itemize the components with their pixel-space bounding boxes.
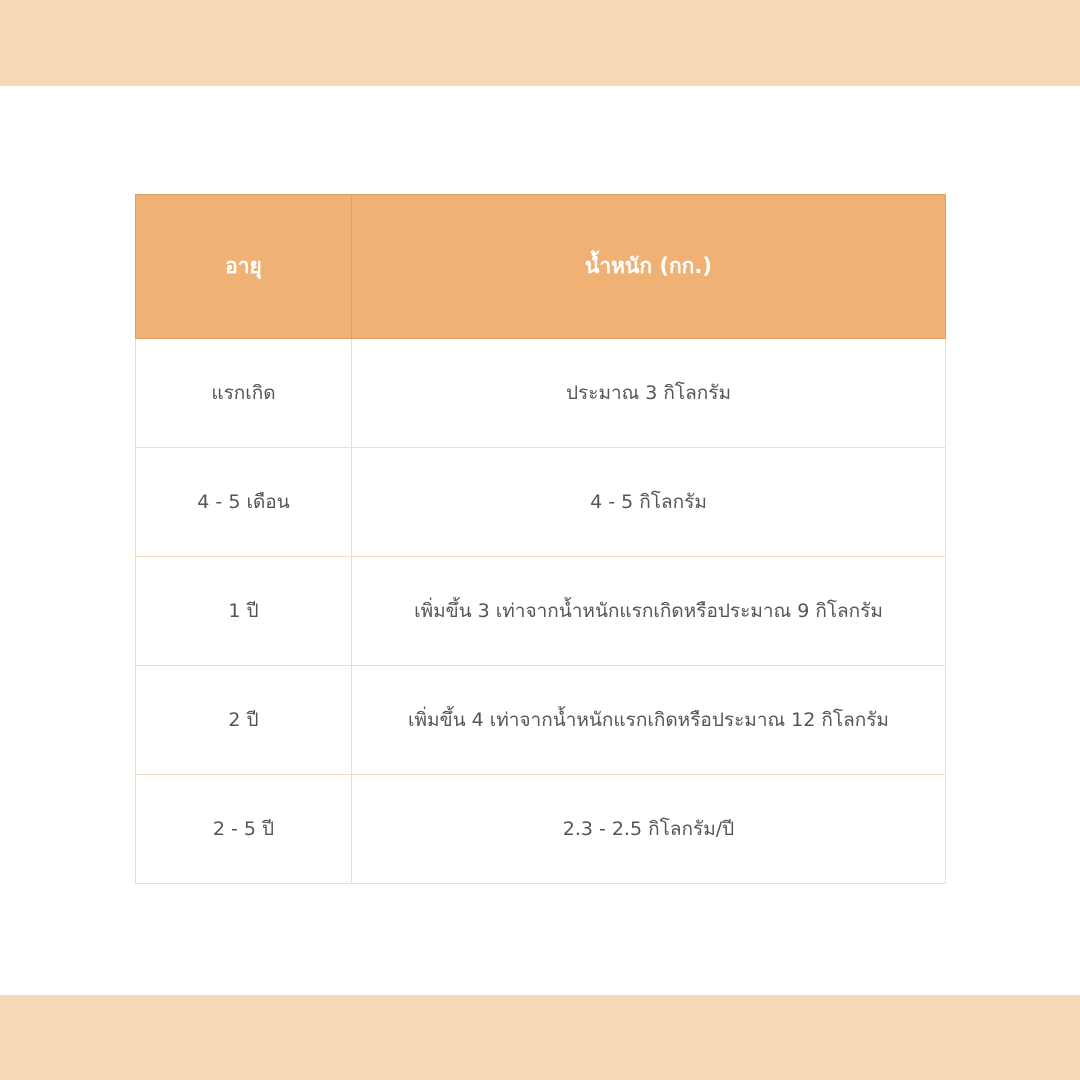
age-cell: แรกเกิด bbox=[136, 339, 352, 448]
weight-cell: เพิ่มขึ้น 3 เท่าจากน้ำหนักแรกเกิดหรือประมาณ 9 กิโลกรัม bbox=[352, 557, 946, 666]
table-row bbox=[136, 775, 946, 884]
weight-cell: 2.3 - 2.5 กิโลกรัม/ปี bbox=[352, 775, 946, 884]
age-cell: 2 - 5 ปี bbox=[136, 775, 352, 884]
table-row bbox=[136, 557, 946, 666]
age-cell: 2 ปี bbox=[136, 666, 352, 775]
child-weight-table bbox=[135, 194, 946, 884]
age-column-header: อายุ bbox=[136, 195, 352, 339]
top-decorative-band bbox=[0, 0, 1080, 86]
weight-cell: เพิ่มขึ้น 4 เท่าจากน้ำหนักแรกเกิดหรือประมาณ 12 กิโลกรัม bbox=[352, 666, 946, 775]
age-cell: 1 ปี bbox=[136, 557, 352, 666]
weight-cell: 4 - 5 กิโลกรัม bbox=[352, 448, 946, 557]
table-header-row bbox=[136, 195, 946, 339]
bottom-decorative-band bbox=[0, 995, 1080, 1080]
table-row bbox=[136, 666, 946, 775]
table-row bbox=[136, 448, 946, 557]
weight-cell: ประมาณ 3 กิโลกรัม bbox=[352, 339, 946, 448]
age-cell: 4 - 5 เดือน bbox=[136, 448, 352, 557]
weight-column-header: น้ำหนัก (กก.) bbox=[352, 195, 946, 339]
table-row bbox=[136, 339, 946, 448]
